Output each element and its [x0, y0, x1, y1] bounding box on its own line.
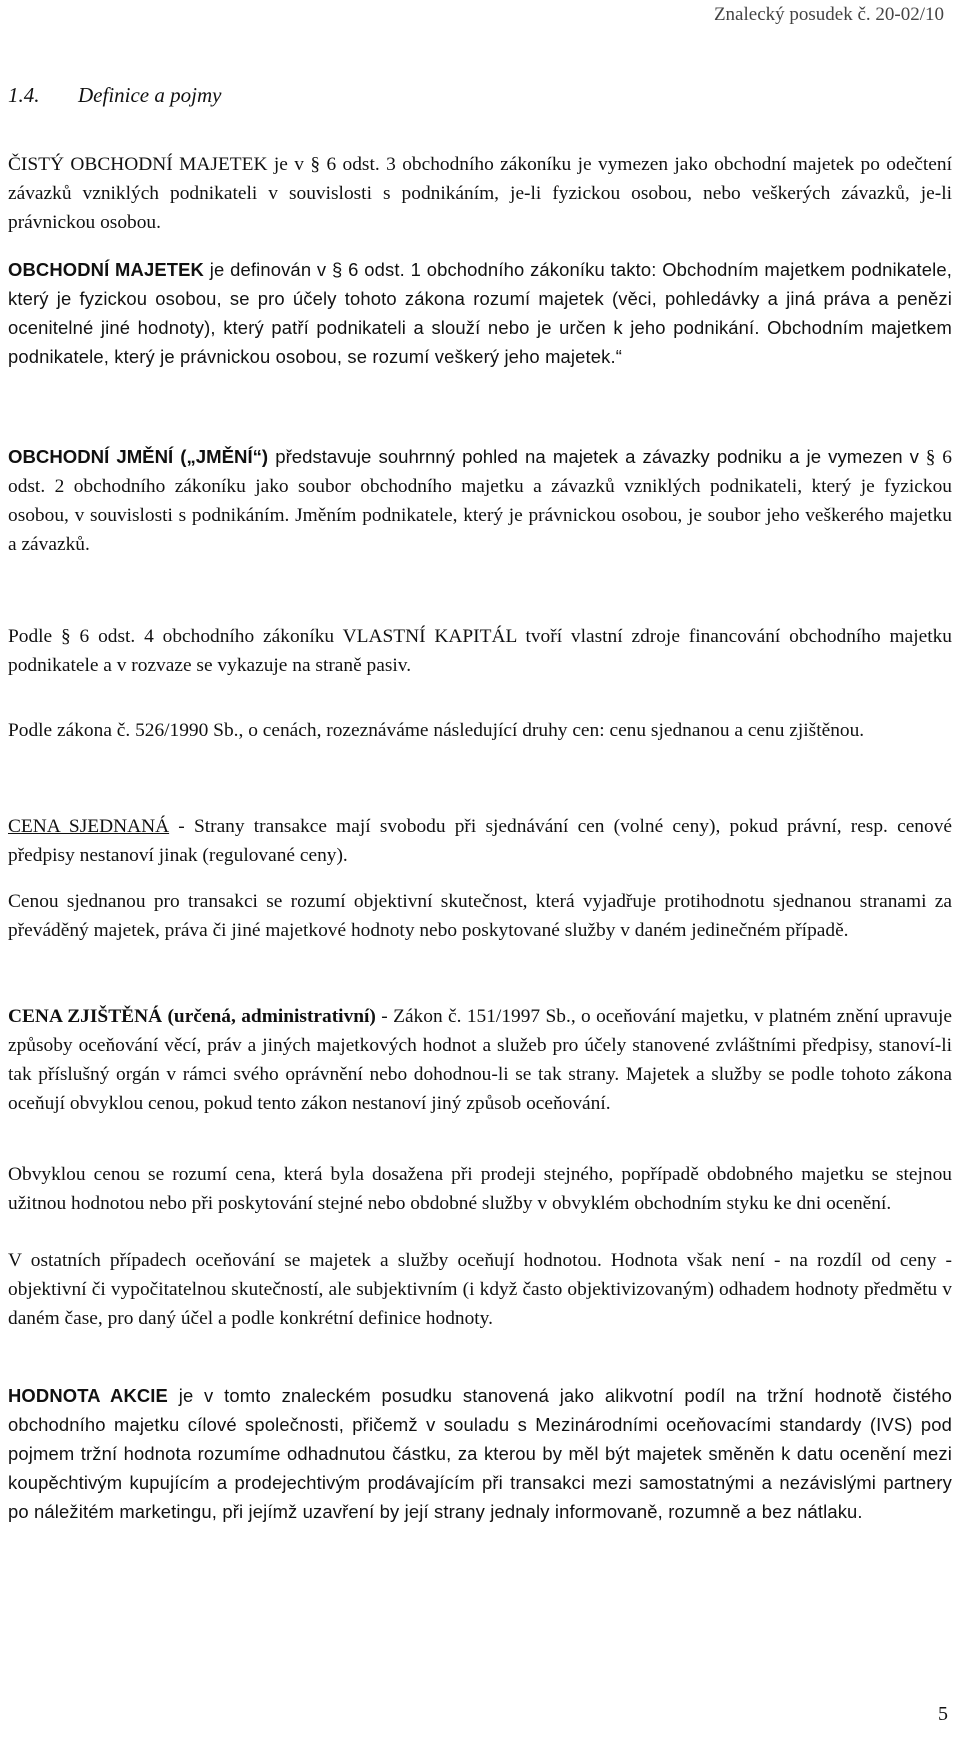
term-agreed-price: CENA SJEDNANÁ [8, 816, 170, 837]
paragraph-determined-price [8, 1002, 952, 1118]
term-determined-price: CENA ZJIŠTĚNÁ (určená, administrativní) [8, 1006, 376, 1027]
page-number: 5 [938, 1703, 948, 1725]
paragraph-text: je v tomto znaleckém posudku stanovená jako alikvotní podíl na tržní hodnotě čistého obchodního majetku cílové společnosti, přičemž v souladu s Mezinárodními oceňovacími standardy (IVS) pod pojmem tržní hodnota rozumíme odhadnutou částku, za kterou by měl být majetek směněn k datu ocenění mezi koupěchtivým kupujícím a prodejechtivým prodávajícím při transakci mezi samostatnými a nezávislými partnery po náležitém marketingu, při jejímž uzavření by její strany jednaly informovaně, rozumně a bez nátlaku. [8, 1385, 953, 1522]
paragraph-text-continued: Obchodním majetkem podnikatele, který je právnickou osobou, se rozumí veškerý jeho majetek.“ [8, 317, 952, 367]
paragraph-price-law [8, 716, 952, 745]
section-number: 1.4. [8, 83, 40, 107]
page-header: Znalecký posudek č. 20-02/10 [713, 4, 944, 25]
paragraph-value [8, 1246, 952, 1333]
paragraph-text: je v § 6 odst. 3 obchodního zákoníku je vymezen jako obchodní majetek po odečtení závazků vzniklých podnikateli v souvislosti s podnikáním, je-li fyzickou osobou, nebo veškerých závazků, je-li právnickou osobou. [8, 154, 952, 233]
paragraph-usual-price [8, 1160, 952, 1218]
paragraph-agreed-price-definition [8, 887, 952, 945]
paragraph-text-continued: § 6 odst. 2 obchodního zákoníku jako soubor obchodního majetku a závazků vzniklých podnikateli, který je fyzickou osobou, v souvislosti s podnikáním. Jměním podnikatele, který je právnickou osobou, je soubor jeho veškerého majetku a závazků. [8, 447, 952, 555]
law-reference: - Zákon č. 151/1997 Sb. [375, 1006, 571, 1027]
paragraph-equity-capital [8, 622, 952, 680]
paragraph-share-value [8, 1381, 952, 1526]
section-heading [8, 83, 221, 108]
paragraph-text: , o oceňování majetku, v platném znění upravuje způsoby oceňování věcí, práv a jiných majetkových hodnot a služeb pro účely stanovené zvláštními předpisy, stanoví-li tak příslušný orgán v rámci svého oprávnění nebo dohodnou-li se tak strany. Majetek a služby se podle tohoto zákona oceňují obvyklou cenou, pokud tento zákon nestanoví jiný způsob oceňování. [8, 1006, 952, 1114]
paragraph-text: Podle § 6 odst. 4 obchodního zákoníku VLASTNÍ KAPITÁL tvoří vlastní zdroje financování obchodního majetku podnikatele a v rozvaze se vykazuje na straně pasiv. [8, 626, 952, 676]
paragraph-text: představuje souhrnný pohled na majetek a závazky podniku a je vymezen v [268, 446, 919, 467]
term-business-equity: OBCHODNÍ JMĚNÍ („JMĚNÍ“) [8, 446, 269, 467]
paragraph-business-equity [8, 442, 952, 559]
term-share-value: HODNOTA AKCIE [8, 1385, 168, 1406]
paragraph-text: - Strany transakce mají svobodu při sjednávání cen (volné ceny), pokud právní, resp. cenové předpisy nestanoví jinak (regulované ceny). [8, 816, 952, 866]
paragraph-text: Obvyklou cenou se rozumí cena, která byla dosažena při prodeji stejného, popřípadě obdobného majetku se stejnou užitnou hodnotou nebo při poskytování stejné nebo obdobné služby v obvyklém obchodním styku ke dni ocenění. [8, 1164, 952, 1214]
law-reference: Podle zákona č. 526/1990 Sb. [8, 720, 239, 741]
section-title: Definice a pojmy [78, 83, 222, 107]
paragraph-net-business-assets [8, 150, 952, 237]
paragraph-text: je definován v § 6 odst. 1 obchodního zákoníku takto: Obchodním majetkem podnikatele, který je fyzickou osobou, se pro účely tohoto zákona rozumí majetek (věci, pohledávky a jiná práva a penězi ocenitelné jiné hodnoty), který patří podnikateli a slouží nebo je určen k jeho podnikání. [8, 259, 953, 338]
term-net-business-assets: ČISTÝ OBCHODNÍ MAJETEK [8, 154, 268, 175]
paragraph-business-assets [8, 255, 952, 371]
paragraph-text: Cenou sjednanou pro transakci se rozumí objektivní skutečnost, která vyjadřuje protihodnotu sjednanou stranami za převáděný majetek, práva či jiné majetkové hodnoty nebo poskytované služby v daném jedinečném případě. [8, 891, 952, 941]
paragraph-text: , o cenách, rozeznáváme následující druhy cen: cenu sjednanou a cenu zjištěnou. [238, 720, 865, 741]
term-business-assets: OBCHODNÍ MAJETEK [8, 259, 204, 280]
paragraph-text: V ostatních případech oceňování se majetek a služby oceňují hodnotou. Hodnota však není - na rozdíl od ceny - objektivní či vypočitatelnou skutečností, ale subjektivním (i když často objektivizovaným) odhadem hodnoty předmětu v daném čase, pro daný účel a podle konkrétní definice hodnoty. [8, 1250, 952, 1329]
paragraph-agreed-price [8, 812, 952, 870]
